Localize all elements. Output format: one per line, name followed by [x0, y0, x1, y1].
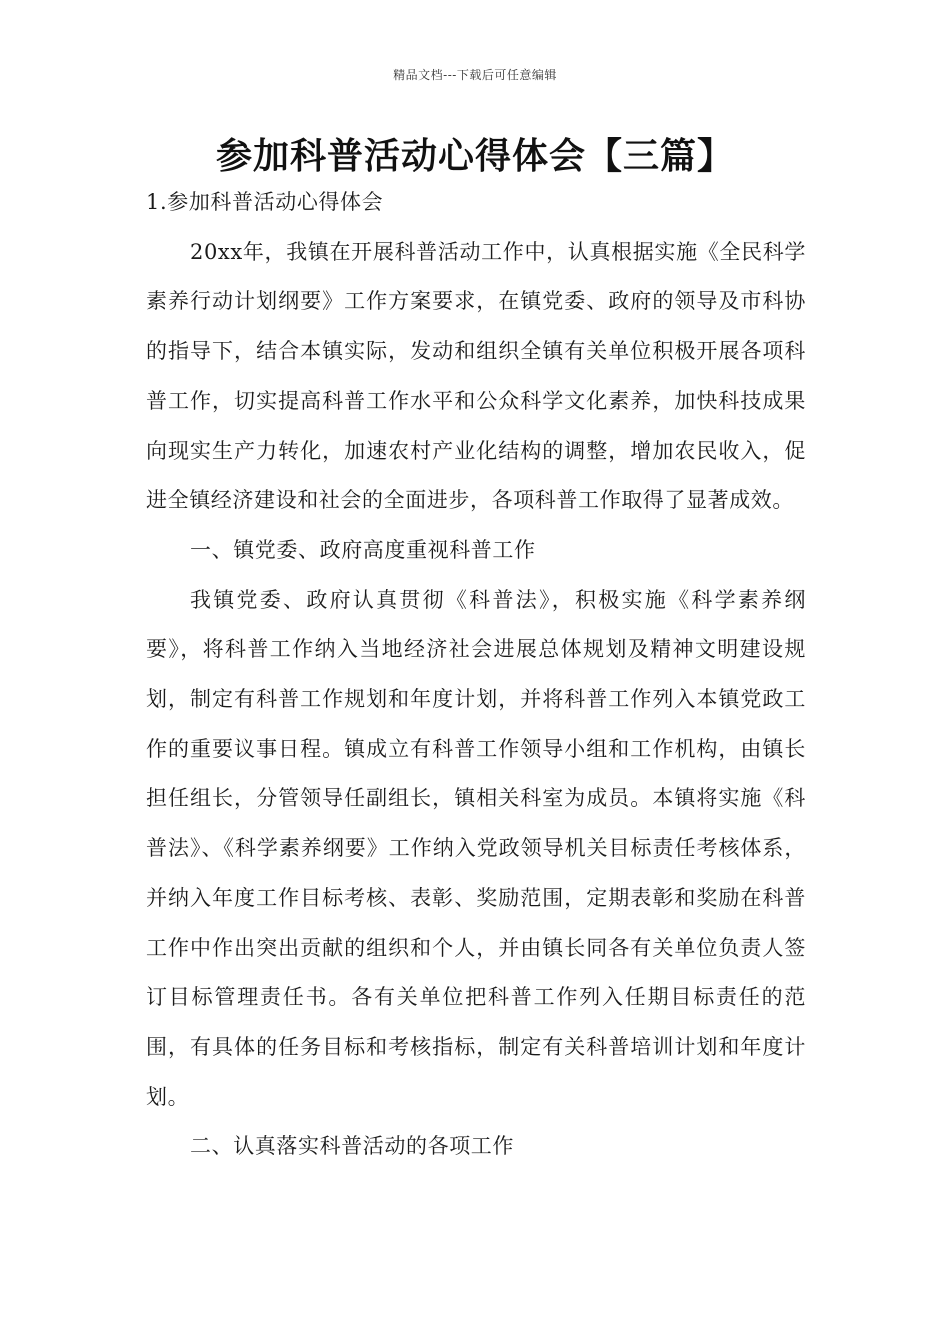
subheading-two: 二、认真落实科普活动的各项工作: [190, 1134, 514, 1159]
section-heading: 1.参加科普活动心得体会: [146, 190, 384, 214]
header-note: 精品文档---下载后可任意编辑: [393, 68, 557, 82]
subheading-one: 一、镇党委、政府高度重视科普工作: [190, 537, 536, 562]
paragraph-leadership: 我镇党委、政府认真贯彻《科普法》，积极实施《科学素养纲要》，将科普工作纳入当地经济社会进展总体规划及精神文明建设规划，制定有科普工作规划和年度计划，并将科普工作列入本镇党政工作的重要议事日程。镇成立有科普工作领导小组和工作机构，由镇长担任组长，分管领导任副组长，镇相关科室为成员。本镇将实施《科普法》、《科学素养纲要》工作纳入党政领导机关目标责任考核体系，并纳入年度工作目标考核、表彰、奖励范围，定期表彰和奖励在科普工作中作出突出贡献的组织和个人，并由镇长同各有关单位负责人签订目标管理责任书。各有关单位把科普工作列入任期目标责任的范围，有具体的任务目标和考核指标，制定有关科普培训计划和年度计划。: [146, 587, 806, 1109]
document-body: [146, 178, 806, 1172]
document-title: 参加科普活动心得体会【三篇】: [215, 136, 734, 177]
paragraph-intro: 20xx年，我镇在开展科普活动工作中，认真根据实施《全民科学素养行动计划纲要》工作方案要求，在镇党委、政府的领导及市科协的指导下，结合本镇实际，发动和组织全镇有关单位积极开展各项科普工作，切实提高科普工作水平和公众科学文化素养，加快科技成果向现实生产力转化，加速农村产业化结构的调整，增加农民收入，促进全镇经济建设和社会的全面进步，各项科普工作取得了显著成效。: [146, 239, 806, 513]
